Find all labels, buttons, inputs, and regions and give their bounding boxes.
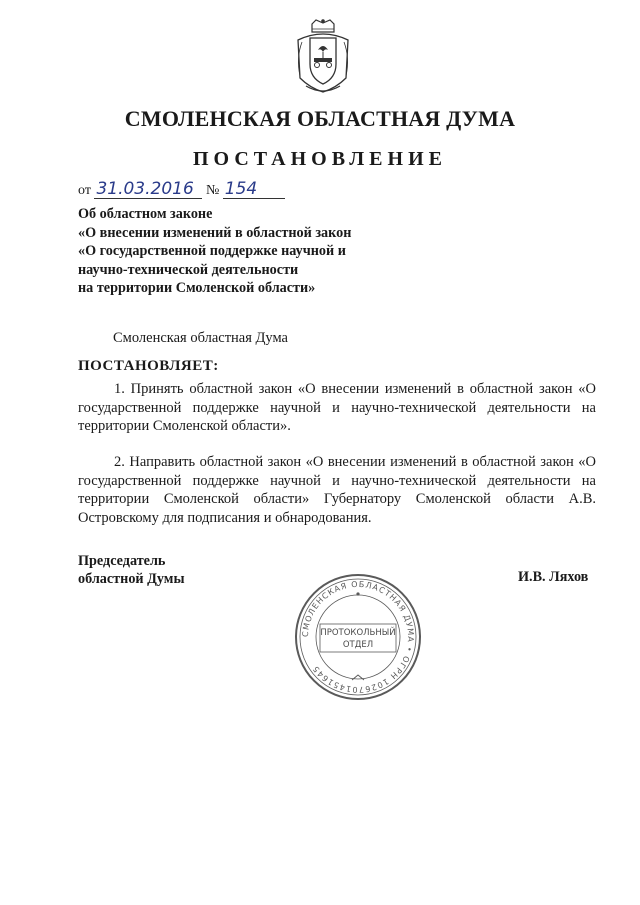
document-type-heading: ПОСТАНОВЛЕНИЕ [193, 148, 447, 170]
document-date: 31.03.2016 [94, 180, 202, 199]
date-number-line [78, 180, 285, 199]
subject-line: «О внесении изменений в областной закон [78, 224, 352, 241]
seal-center-line: ПРОТОКОЛЬНЫЙ [320, 628, 396, 638]
signatory-title-line: областной Думы [78, 571, 185, 587]
subject-line: на территории Смоленской области» [78, 280, 316, 296]
subject-line: Об областном законе [78, 206, 213, 222]
seal-ring-text: СМОЛЕНСКАЯ ОБЛАСТНАЯ ДУМА • ОГРН 1026701451645 [300, 579, 416, 695]
date-prefix: от [78, 183, 91, 198]
preamble-text: Смоленская областная Дума [113, 330, 288, 346]
resolution-item-2: 2. Направить областной закон «О внесении изменений в областной закон «О государственной поддержке научной и научно-технической деятельности на территории Смоленской области» Губернатору Смоленской области А.В. Островскому для подписания и обнародования. [78, 454, 596, 526]
official-seal [292, 572, 424, 702]
seal-icon [292, 572, 424, 702]
organization-title: СМОЛЕНСКАЯ ОБЛАСТНАЯ ДУМА [124, 106, 516, 131]
coat-of-arms-icon [288, 18, 358, 96]
coat-of-arms-emblem [288, 18, 358, 96]
signatory-title [78, 552, 185, 588]
seal-center-line: ОТДЕЛ [342, 640, 374, 650]
subject-line: научно-технической деятельности [78, 261, 299, 278]
resolution-item-1: 1. Принять областной закон «О внесении изменений в областной закон «О государственной поддержке научной и научно-технической деятельности на территории Смоленской области». [78, 381, 596, 434]
subject-block [78, 205, 351, 298]
number-prefix: № [205, 183, 220, 198]
resolves-heading: ПОСТАНОВЛЯЕТ: [78, 358, 219, 374]
subject-line: «О государственной поддержке научной и [78, 243, 346, 259]
signatory-title-line: Председатель [78, 553, 166, 569]
document-number: 154 [223, 180, 285, 199]
signatory-name: И.В. Ляхов [518, 569, 589, 585]
